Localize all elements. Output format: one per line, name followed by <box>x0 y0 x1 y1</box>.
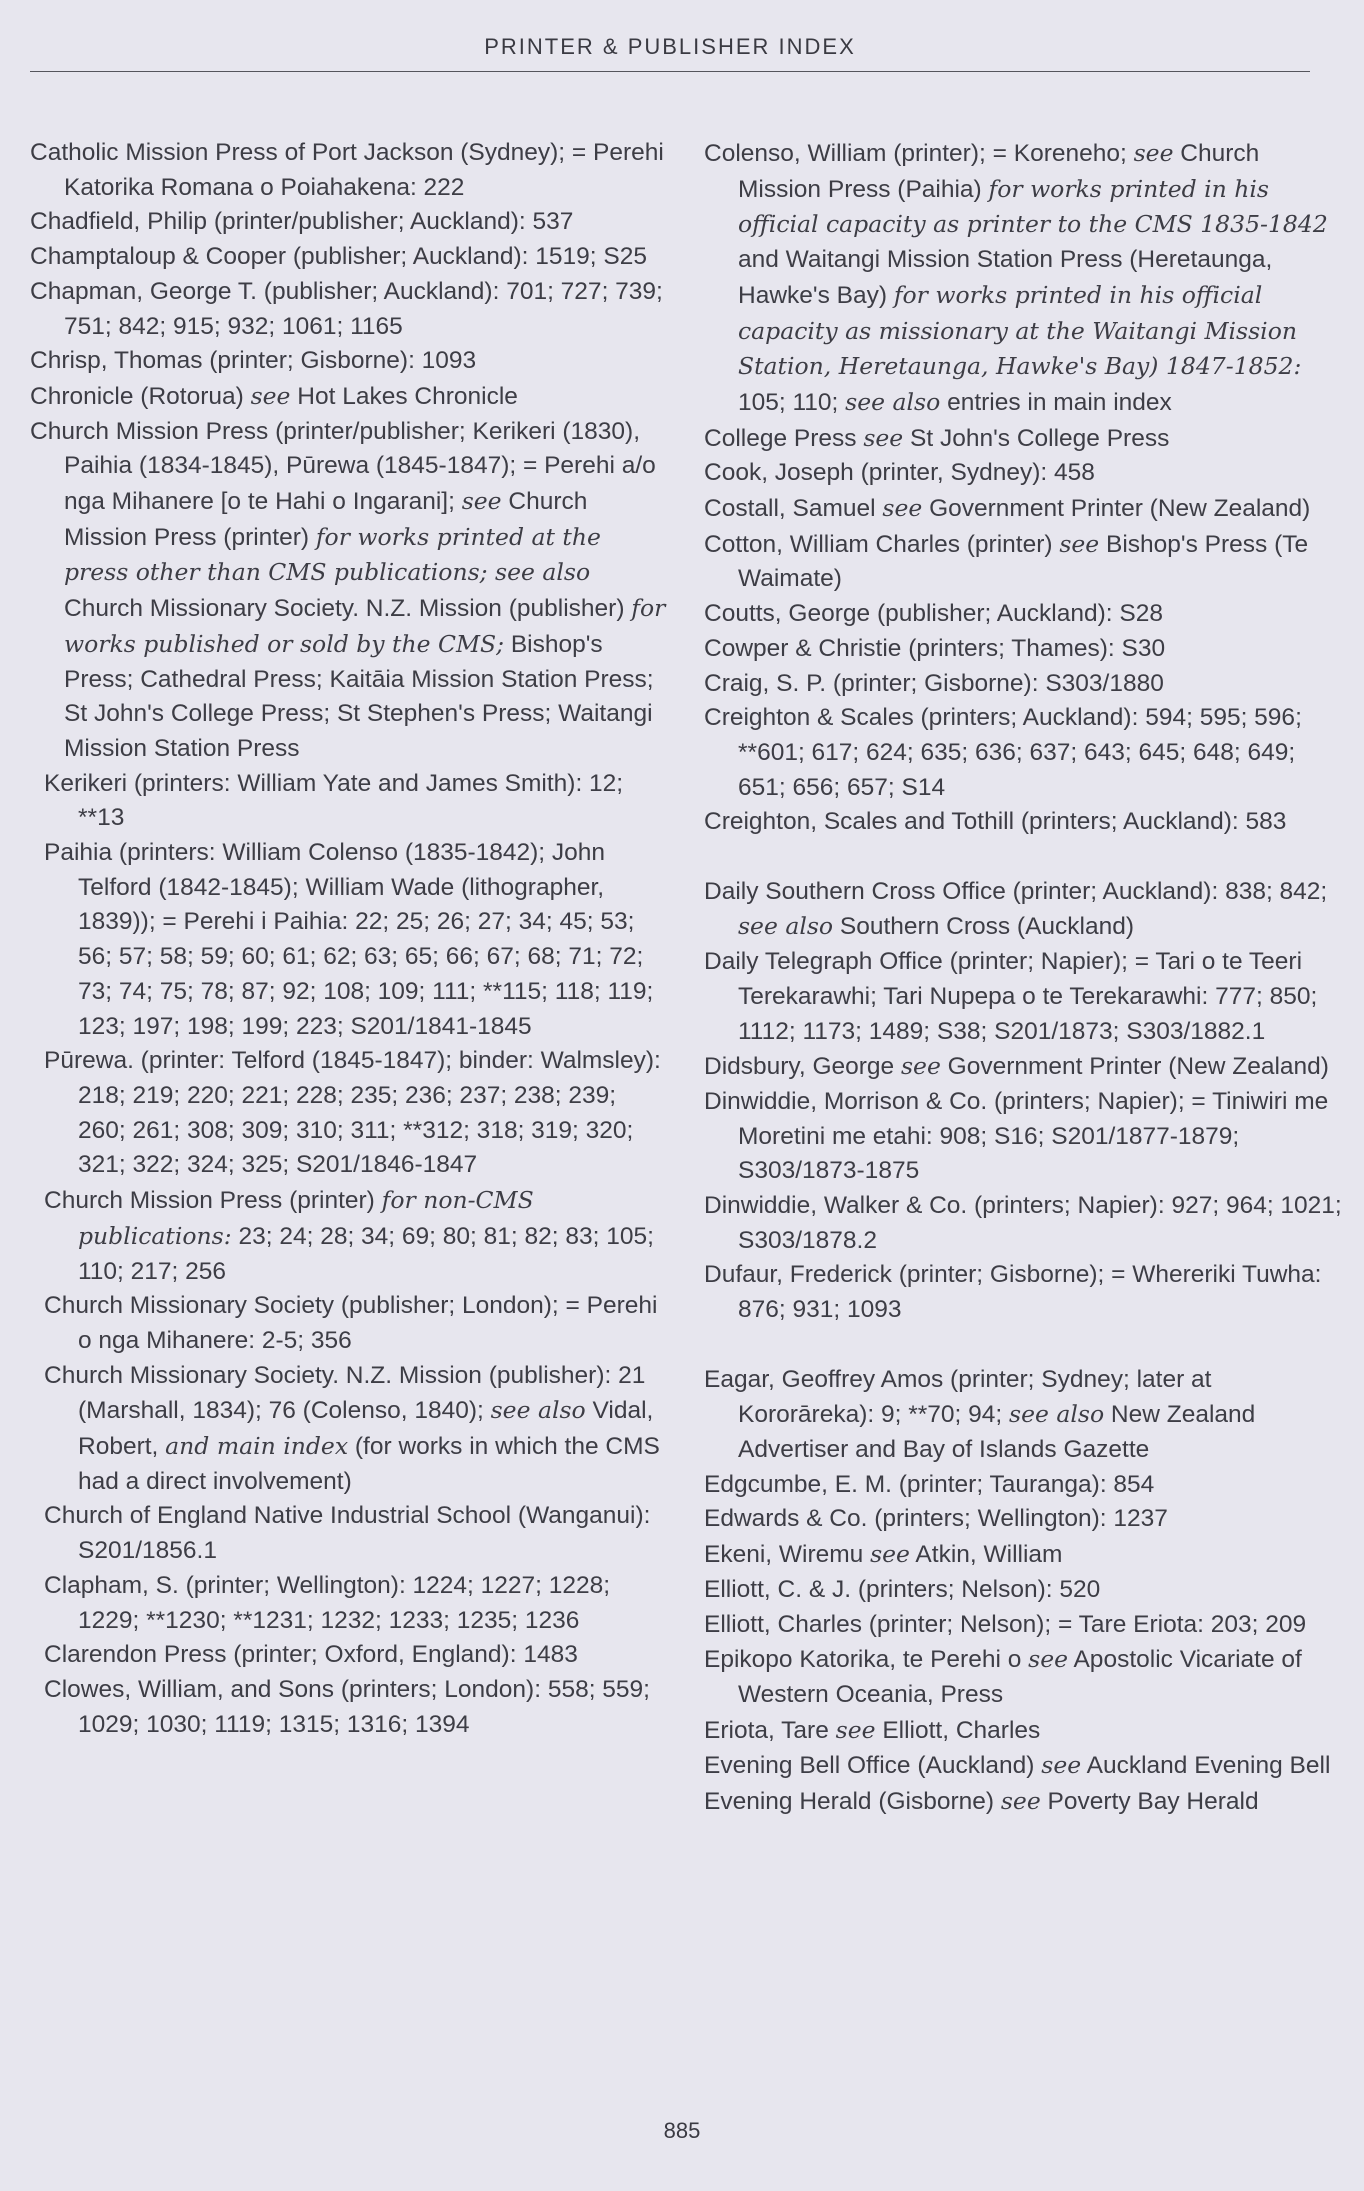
index-entry <box>704 875 1344 945</box>
entry-text: Church Missionary Society. N.Z. Mission (publisher) <box>64 595 632 623</box>
index-entry <box>704 1573 1344 1608</box>
entry-text: Church Mission Press (printer) <box>64 488 588 551</box>
index-entry <box>704 136 1344 421</box>
entry-text: Church of England Native Industrial School (Wanganui): S201/1856.1 <box>44 1502 651 1565</box>
header-rule <box>30 71 1310 72</box>
entry-text: Apostolic Vicariate of Western Oceania, Press <box>738 1646 1302 1708</box>
entry-text: Church Mission Press (printer/publisher; Kerikeri (1830), Paihia (1834-1845), Pūrewa (1845-1847); = Perehi a/o nga Mihanere [o te Hahi o Ingarani]; <box>30 417 656 516</box>
index-entry <box>704 945 1344 1049</box>
entry-text: 105; 110; <box>738 388 846 416</box>
cross-reference-text: see also <box>490 1396 586 1425</box>
entry-text: Dinwiddie, Walker & Co. (printers; Napier): 927; 964; 1021; S303/1878.2 <box>704 1192 1342 1254</box>
index-entry <box>704 1363 1344 1468</box>
index-entry <box>704 1468 1344 1503</box>
cross-reference-text: for works printed in his official capacity as printer to the CMS 1835-1842 <box>738 174 1328 239</box>
index-entry <box>704 1189 1344 1258</box>
cross-reference-text: for non-CMS publications: <box>78 1186 534 1250</box>
index-entry <box>704 527 1344 597</box>
entry-text: Daily Telegraph Office (printer; Napier); = Tari o te Teeri Terekarawhi; Tari Nupepa o te Terekarawhi: 777; 850; 1112; 1173; 1489; S38; S201/1873; S303/1882.1 <box>704 948 1318 1045</box>
letter-section-gap <box>704 840 1344 875</box>
entry-text: Clarendon Press (printer; Oxford, England): 1483 <box>44 1641 578 1669</box>
index-subentry <box>44 1359 670 1500</box>
entry-text: Cowper & Christie (printers; Thames): S30 <box>704 634 1166 662</box>
entry-text: Poverty Bay Herald <box>1040 1788 1259 1816</box>
entry-text: Church Missionary Society (publisher; London); = Perehi o nga Mihanere: 2-5; 356 <box>44 1292 658 1354</box>
entry-text: Vidal, Robert, <box>78 1397 654 1461</box>
index-entry <box>704 1713 1344 1749</box>
right-index-column <box>704 136 1344 1820</box>
entry-text: Eagar, Geoffrey Amos (printer; Sydney; later at Kororāreka): 9; **70; 94; <box>704 1365 1212 1429</box>
index-entry <box>704 1642 1344 1712</box>
index-subentry <box>44 1183 670 1289</box>
entry-text: Champtaloup & Cooper (publisher; Auckland): 1519; S25 <box>30 243 647 271</box>
index-entry <box>704 805 1344 840</box>
entry-text: Evening Bell Office (Auckland) <box>704 1752 1042 1780</box>
cross-reference-text: see <box>863 423 904 452</box>
entry-text: Elliott, Charles <box>875 1716 1041 1744</box>
entry-text: Clapham, S. (printer; Wellington): 1224; 1227; 1228; 1229; **1230; **1231; 1232; 1233; 1235; 1236 <box>44 1571 611 1634</box>
index-entry <box>704 491 1344 527</box>
entry-text: New Zealand Advertiser and Bay of Islands Gazette <box>738 1401 1256 1463</box>
entry-text: Creighton, Scales and Tothill (printers; Auckland): 583 <box>704 808 1287 836</box>
index-entry <box>704 632 1344 667</box>
entry-text: Clowes, William, and Sons (printers; London): 558; 559; 1029; 1030; 1119; 1315; 1316; 1394 <box>44 1675 650 1738</box>
entry-text: Colenso, William (printer); = Koreneho; <box>704 140 1134 167</box>
index-subentry <box>44 1638 670 1673</box>
entry-text: Elliott, C. & J. (printers; Nelson): 520 <box>704 1575 1101 1603</box>
cross-reference-text: for works printed at the press other than CMS publications; see also <box>64 522 601 587</box>
entry-text: Bishop's Press; Cathedral Press; Kaitāia Mission Station Press; St John's College Press; St Stephen's Press; Waitangi Mission Station Press <box>64 630 654 762</box>
index-entry <box>30 344 670 379</box>
entry-text: Auckland Evening Bell <box>1081 1752 1331 1780</box>
index-entry <box>704 1258 1344 1327</box>
index-subentry <box>44 1289 670 1358</box>
entry-text: Eriota, Tare <box>704 1716 836 1744</box>
entry-text: Didsbury, George <box>704 1053 901 1081</box>
index-entry <box>704 456 1344 491</box>
entry-text: Cotton, William Charles (printer) <box>704 530 1060 558</box>
cross-reference-text: see <box>1059 529 1100 558</box>
entry-text: Coutts, George (publisher; Auckland): S28 <box>704 600 1163 628</box>
cross-reference-text: see <box>870 1540 910 1569</box>
entry-text: Chapman, George T. (publisher; Auckland): 701; 727; 739; 751; 842; 915; 932; 1061; 1165 <box>30 277 663 340</box>
cross-reference-text: see also <box>845 387 941 416</box>
entry-text: Church Mission Press (printer) <box>44 1187 382 1215</box>
cross-reference-text: see <box>835 1715 876 1744</box>
cross-reference-text: see <box>1000 1787 1041 1816</box>
index-entry <box>704 1608 1344 1643</box>
entry-text: Government Printer (New Zealand) <box>940 1053 1329 1081</box>
index-entry <box>704 1748 1344 1784</box>
entry-text: Chadfield, Philip (printer/publisher; Auckland): 537 <box>30 208 574 236</box>
cross-reference-text: for works published or sold by the CMS; <box>64 594 666 658</box>
entry-text: Hot Lakes Chronicle <box>290 382 518 410</box>
letter-section-gap <box>704 1328 1344 1363</box>
entry-text: Kerikeri (printers: William Yate and James Smith): 12; **13 <box>44 769 624 832</box>
index-entry <box>704 597 1344 632</box>
entry-text: Elliott, Charles (printer; Nelson); = Tare Eriota: 203; 209 <box>704 1610 1307 1638</box>
entry-text: Creighton & Scales (printers; Auckland): 594; 595; 596; **601; 617; 624; 635; 636; 637; 643; 645; 648; 649; 651; 656; 657; S14 <box>704 704 1302 801</box>
index-entry <box>30 415 670 767</box>
entry-text: Daily Southern Cross Office (printer; Auckland): 838; 842; <box>704 877 1328 905</box>
entry-text: Chronicle (Rotorua) <box>30 382 251 410</box>
entry-text: Evening Herald (Gisborne) <box>704 1788 1001 1816</box>
entry-text: Ekeni, Wiremu <box>704 1541 871 1569</box>
cross-reference-text: and main index <box>165 1432 349 1461</box>
entry-text: Church Missionary Society. N.Z. Mission (publisher): 21 (Marshall, 1834); 76 (Colenso, 1840); <box>44 1361 646 1425</box>
entry-text: St John's College Press <box>903 424 1170 452</box>
entry-text: Atkin, William <box>909 1541 1063 1569</box>
index-entry <box>30 275 670 344</box>
entry-text: entries in main index <box>940 388 1172 416</box>
cross-reference-text: see <box>882 494 923 523</box>
cross-reference-text: see also <box>738 912 834 941</box>
index-entry <box>704 1537 1344 1573</box>
entry-text: Epikopo Katorika, te Perehi o <box>704 1646 1029 1674</box>
index-entry <box>704 1502 1344 1537</box>
entry-text: and Waitangi Mission Station Press (Heretaunga, Hawke's Bay) <box>738 246 1273 309</box>
entry-text: Paihia (printers: William Colenso (1835-1842); John Telford (1842-1845); William Wade (lithographer, 1839)); = Perehi i Paihia: 22; 25; 26; 27; 34; 45; 53; 56; 57; 58; 59; 60; 61; 62; 63; 65; 66; 67; 68; 71; 72; 73; 74; 75; 78; 87; 92; 108; 109; 111; **115; 118; 119; 123; 197; 198; 199; 223; S201/1841-1845 <box>44 839 654 1040</box>
index-entry <box>30 136 670 205</box>
index-entry <box>704 1085 1344 1189</box>
index-entry <box>704 701 1344 805</box>
cross-reference-text: see <box>1041 1751 1082 1780</box>
entry-text: (for works in which the CMS had a direct involvement) <box>78 1433 660 1495</box>
entry-text: Costall, Samuel <box>704 495 883 523</box>
index-entry <box>30 205 670 240</box>
cross-reference-text: see <box>1028 1645 1069 1674</box>
entry-text: Edgcumbe, E. M. (printer; Tauranga): 854 <box>704 1470 1155 1498</box>
entry-text: Chrisp, Thomas (printer; Gisborne): 1093 <box>30 347 477 375</box>
index-entry <box>704 1049 1344 1085</box>
entry-text: Government Printer (New Zealand) <box>922 495 1311 523</box>
index-subentry <box>44 1499 670 1568</box>
cross-reference-text: see <box>1133 139 1174 167</box>
cross-reference-text: for works printed in his official capacity as missionary at the Waitangi Mission Station, Heretaunga, Hawke's Bay) 1847-1852: <box>738 280 1302 381</box>
cross-reference-text: see <box>250 381 291 410</box>
index-entry <box>704 421 1344 457</box>
entry-text: Edwards & Co. (printers; Wellington): 1237 <box>704 1505 1168 1533</box>
index-subentry <box>44 1569 670 1638</box>
left-index-column <box>30 136 670 1742</box>
index-entry <box>30 240 670 275</box>
entry-text: College Press <box>704 424 864 452</box>
entry-text: Dufaur, Frederick (printer; Gisborne); = Whereriki Tuwha: 876; 931; 1093 <box>704 1261 1322 1324</box>
index-entry <box>704 667 1344 702</box>
entry-text: Cook, Joseph (printer, Sydney): 458 <box>704 459 1095 487</box>
entry-text: Pūrewa. (printer: Telford (1845-1847); binder: Walmsley): 218; 219; 220; 221; 228; 235; 236; 237; 238; 239; 260; 261; 308; 309; 310; 311; **312; 318; 319; 320; 321; 322; 324; 325; S201/1846-1847 <box>44 1047 661 1179</box>
page-number: 885 <box>663 2118 701 2143</box>
index-entry <box>704 1784 1344 1820</box>
entry-text: Southern Cross (Auckland) <box>833 913 1135 941</box>
index-subentry <box>44 1673 670 1742</box>
entry-text: 23; 24; 28; 34; 69; 80; 81; 82; 83; 105; 110; 217; 256 <box>78 1222 654 1285</box>
entry-text: Bishop's Press (Te Waimate) <box>738 530 1309 593</box>
index-subentry <box>44 767 670 836</box>
index-subentry <box>44 1044 670 1183</box>
entry-text: Catholic Mission Press of Port Jackson (Sydney); = Perehi Katorika Romana o Poiahakena: 222 <box>30 139 664 201</box>
cross-reference-text: see <box>461 487 502 516</box>
entry-text: Church Mission Press (Paihia) <box>738 140 1260 203</box>
index-entry <box>30 379 670 415</box>
entry-text: Craig, S. P. (printer; Gisborne): S303/1880 <box>704 669 1164 697</box>
cross-reference-text: see <box>901 1052 941 1081</box>
cross-reference-text: see also <box>1009 1400 1105 1429</box>
page-header-title: PRINTER & PUBLISHER INDEX <box>484 34 856 59</box>
index-subentry <box>44 836 670 1044</box>
entry-text: Dinwiddie, Morrison & Co. (printers; Napier); = Tiniwiri me Moretini me etahi: 908; S16; S201/1877-1879; S303/1873-1875 <box>704 1087 1329 1185</box>
